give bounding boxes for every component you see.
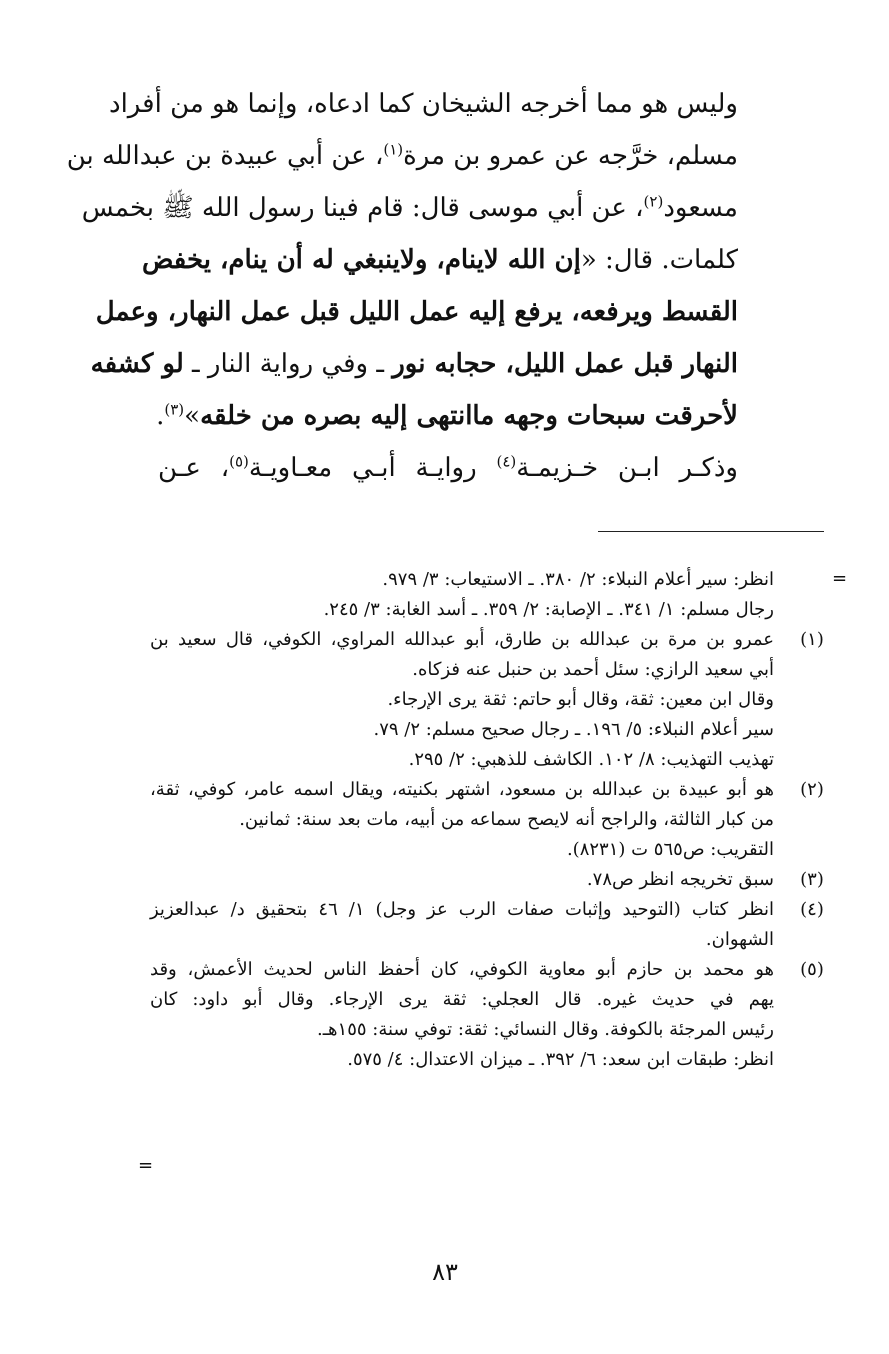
text-segment: مسعود	[663, 193, 738, 223]
hadith-text: لأحرقت سبحات وجهه ماانتهى إليه بصره من خلقه	[200, 401, 738, 431]
footnote-line: عمرو بن مرة بن عبدالله بن طارق، أبو عبدالله المراوي، الكوفي، قال سعيد بن	[150, 629, 775, 650]
footnote-number: (٤)	[800, 899, 824, 920]
footnote-number: (٣)	[800, 869, 824, 890]
text-line-3	[81, 182, 738, 234]
footnote-ref-1[interactable]: (١)	[383, 140, 404, 159]
text-line-1	[109, 78, 738, 130]
continuation-mark-bottom: =	[138, 1155, 154, 1176]
footnote-ref-4[interactable]: (٤)	[496, 452, 517, 471]
footnote-line: يهم في حديث غيره. قال العجلي: ثقة يرى الإرجاء. وقال أبو داود: كان	[150, 989, 774, 1010]
footnote-4	[150, 895, 840, 955]
text-segment: وذكـر ابـن خـزيمـة	[516, 453, 738, 483]
text-segment: ، عـن	[158, 453, 230, 483]
main-text	[66, 78, 738, 494]
text-segment: ، عن أبي عبيدة بن عبدالله بن	[66, 141, 384, 171]
footnote-line: التقريب: ص٥٦٥ ت (٨٢٣١).	[566, 839, 774, 860]
footnote-ref-5[interactable]: (٥)	[229, 452, 249, 471]
text-segment: روايـة أبـي معـاويـة	[248, 453, 497, 483]
footnote-line: وقال ابن معين: ثقة، وقال أبو حاتم: ثقة يرى الإرجاء.	[387, 689, 774, 710]
text-segment: وليس هو مما أخرجه الشيخان كما ادعاه، وإنما هو من أفراد	[109, 89, 738, 119]
footnote-line: سير أعلام النبلاء: ٥/ ١٩٦. ـ رجال صحيح مسلم: ٢/ ٧٩.	[373, 719, 774, 740]
text-segment: كلمات. قال: «	[580, 245, 738, 275]
text-segment: مسلم، خرَّجه عن عمرو بن مرة	[403, 141, 738, 171]
footnote-line: هو أبو عبيدة بن عبدالله بن مسعود، اشتهر بكنيته، ويقال اسمه عامر، كوفي، ثقة،	[150, 779, 774, 800]
text-line-6	[90, 338, 738, 390]
footnote-line: من كبار الثالثة، والراجح أنه لايصح سماعه من أبيه، مات بعد سنة: ثمانين.	[239, 809, 774, 830]
footnote-2	[150, 775, 840, 865]
footnotes	[150, 565, 840, 1075]
footnote-line: انظر: طبقات ابن سعد: ٦/ ٣٩٢. ـ ميزان الاعتدال: ٤/ ٥٧٥.	[347, 1049, 774, 1070]
footnote-line: رئيس المرجئة بالكوفة. وقال النسائي: ثقة: توفي سنة: ١٥٥هـ.	[317, 1019, 774, 1040]
hadith-text: إن الله لاينام، ولاينبغي له أن ينام، يخفض	[141, 245, 581, 275]
hadith-text: لو كشفه	[90, 349, 184, 379]
footnote-5	[150, 955, 840, 1075]
footnote-3	[150, 865, 840, 895]
text-line-5	[95, 286, 738, 338]
text-line-4	[141, 234, 738, 286]
footnote-line: أبي سعيد الرازي: سئل أحمد بن حنبل عنه فزكاه.	[412, 659, 774, 680]
footnote-ref-3[interactable]: (٣)	[164, 400, 185, 419]
text-segment: ، عن أبي موسى قال: قام فينا رسول الله ﷺ بخمس	[81, 193, 644, 223]
footnote-number: (٢)	[800, 779, 824, 800]
text-segment: »	[184, 401, 201, 431]
hadith-text: النهار قبل عمل الليل، حجابه نور	[392, 349, 738, 379]
footnote-ref-2[interactable]: (٢)	[643, 192, 664, 211]
page-number: ٨٣	[432, 1258, 458, 1286]
footnote-line: الشهوان.	[705, 929, 774, 950]
footnote-line: هو محمد بن حازم أبو معاوية الكوفي، كان أحفظ الناس لحديث الأعمش، وقد	[150, 959, 774, 980]
footnote-line: رجال مسلم: ١/ ٣٤١. ـ الإصابة: ٢/ ٣٥٩. ـ أسد الغابة: ٣/ ٢٤٥.	[323, 599, 774, 620]
footnote-line: سبق تخريجه انظر ص٧٨.	[586, 869, 774, 890]
footnote-separator	[598, 531, 824, 532]
hadith-text: القسط ويرفعه، يرفع إليه عمل الليل قبل عمل النهار، وعمل	[95, 297, 738, 327]
text-line-2	[66, 130, 738, 182]
text-segment: ـ وفي رواية النار ـ	[183, 349, 393, 379]
footnote-number: (١)	[800, 629, 824, 650]
continuation-mark-top: =	[832, 568, 848, 589]
text-line-7	[158, 390, 738, 442]
footnote-1	[150, 625, 840, 775]
footnote-continuation	[150, 565, 840, 625]
footnote-line: تهذيب التهذيب: ٨/ ١٠٢. الكاشف للذهبي: ٢/ ٢٩٥.	[408, 749, 774, 770]
text-line-8	[158, 442, 738, 494]
footnote-line: انظر كتاب (التوحيد وإثبات صفات الرب عز وجل) ١/ ٤٦ بتحقيق د/ عبدالعزيز	[150, 899, 774, 920]
footnote-line: انظر: سير أعلام النبلاء: ٢/ ٣٨٠. ـ الاستيعاب: ٣/ ٩٧٩.	[382, 569, 774, 590]
text-segment: .	[156, 401, 165, 431]
footnote-number: (٥)	[800, 959, 824, 980]
